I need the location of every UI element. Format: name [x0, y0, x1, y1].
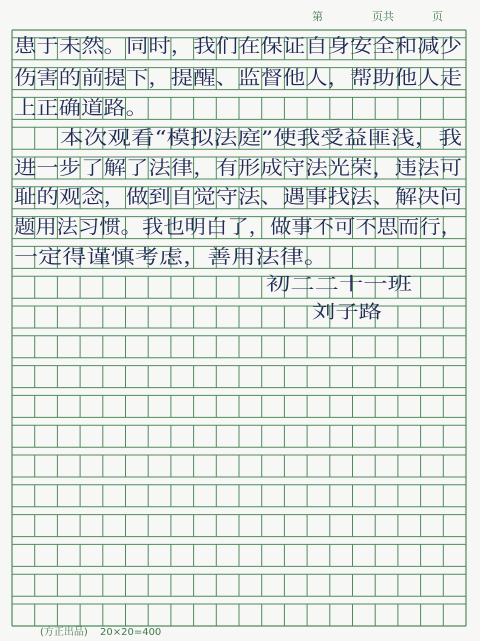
- text-line: 耻的观念，做到自觉守法、遇事找法、解决问: [14, 186, 462, 208]
- text-line: 本次观看“模拟法庭”使我受益匪浅，我: [60, 127, 462, 149]
- text-line: 进一步了解了法律，有形成守法光荣，违法可: [14, 157, 462, 179]
- header-page-di: 第: [312, 10, 323, 23]
- text-line: 伤害的前提下，提醒、监督他人，帮助他人走: [14, 67, 462, 89]
- text-line: 上正确道路。: [14, 97, 148, 119]
- text-line: 一定得谨慎考虑，善用法律。: [14, 246, 328, 268]
- writing-grid: [12, 30, 466, 626]
- text-line: 患于未然。同时，我们在保证自身安全和减少: [14, 35, 462, 57]
- class-signature: 初二二十一班: [266, 274, 412, 295]
- author-signature: 刘子路: [312, 302, 382, 323]
- footer-publisher: (方正出品): [40, 627, 88, 638]
- text-line: 题用法习惯。我也明白了，做事不可不思而行，: [14, 216, 462, 238]
- header-page-ye: 页: [432, 10, 443, 23]
- footer-grid-spec: 20×20=400: [100, 627, 162, 638]
- header-page-ye-gong: 页共: [372, 10, 394, 23]
